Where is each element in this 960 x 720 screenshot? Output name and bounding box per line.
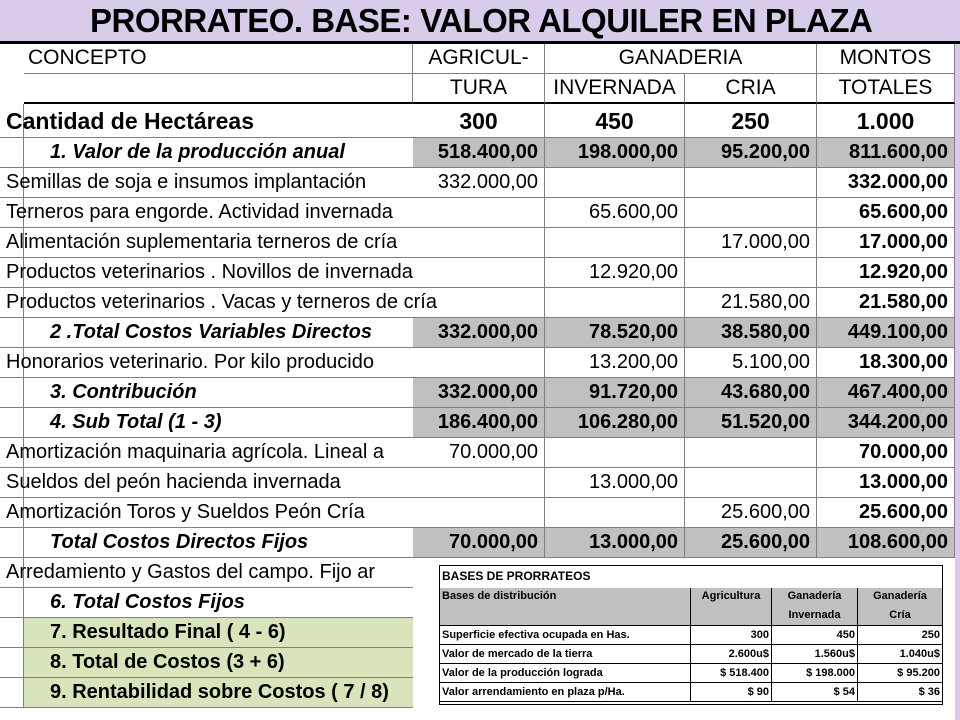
cell-cria[interactable]: [685, 468, 817, 498]
bases-cell-label[interactable]: Valor de mercado de la tierra: [440, 645, 691, 664]
row-label[interactable]: Cantidad de Hectáreas: [0, 104, 413, 138]
cell-inv[interactable]: 13.000,00: [545, 528, 685, 558]
cell-inv[interactable]: 65.600,00: [545, 198, 685, 228]
cell-cria[interactable]: 51.520,00: [685, 408, 817, 438]
row-label[interactable]: 3. Contribución: [24, 378, 413, 408]
row-header[interactable]: [0, 588, 24, 618]
bases-cell-cria[interactable]: 250: [858, 626, 942, 645]
header-agricultura-2[interactable]: TURA: [413, 74, 545, 104]
header-concepto-blank[interactable]: [24, 74, 413, 104]
bases-col-cria[interactable]: [858, 588, 942, 626]
row-label[interactable]: Amortización maquinaria agrícola. Lineal a: [0, 438, 413, 468]
cell-agri[interactable]: 70.000,00: [413, 438, 545, 468]
row-label[interactable]: 7. Resultado Final ( 4 - 6): [24, 618, 413, 648]
header-concepto[interactable]: CONCEPTO: [24, 44, 413, 74]
cell-cria[interactable]: 25.600,00: [685, 528, 817, 558]
cell-total[interactable]: 344.200,00: [817, 408, 955, 438]
bases-cell-agri[interactable]: 300: [691, 626, 772, 645]
row-label[interactable]: Terneros para engorde. Actividad invernada: [0, 198, 413, 228]
cell-cria[interactable]: 95.200,00: [685, 138, 817, 168]
row-label[interactable]: Sueldos del peón hacienda invernada: [0, 468, 413, 498]
cell-total[interactable]: 25.600,00: [817, 498, 955, 528]
bases-col-label[interactable]: Bases de distribución: [440, 588, 691, 626]
row-header[interactable]: [0, 618, 24, 648]
bases-cell-agri[interactable]: $ 518.400: [691, 664, 772, 683]
cell-total[interactable]: 449.100,00: [817, 318, 955, 348]
bases-col-invernada-1: Ganadería: [787, 590, 842, 602]
sheet-right-edge: [955, 44, 960, 720]
cell-cria[interactable]: [685, 198, 817, 228]
cell-agri[interactable]: 332.000,00: [413, 378, 545, 408]
row-label[interactable]: Semillas de soja e insumos implantación: [0, 168, 413, 198]
cell-inv[interactable]: 450: [545, 104, 685, 138]
row-label[interactable]: 4. Sub Total (1 - 3): [24, 408, 413, 438]
row-header[interactable]: [0, 138, 24, 168]
cell-total[interactable]: 21.580,00: [817, 288, 955, 318]
cell-inv[interactable]: [545, 168, 685, 198]
cell-cria[interactable]: [685, 258, 817, 288]
bases-cell-agri[interactable]: 2.600u$: [691, 645, 772, 664]
row-label[interactable]: 8. Total de Costos (3 + 6): [24, 648, 413, 678]
cell-agri[interactable]: 70.000,00: [413, 528, 545, 558]
row-header[interactable]: [0, 378, 24, 408]
cell-cria[interactable]: 38.580,00: [685, 318, 817, 348]
cell-cria[interactable]: 21.580,00: [685, 288, 817, 318]
cell-total[interactable]: 17.000,00: [817, 228, 955, 258]
bases-cell-agri[interactable]: $ 90: [691, 683, 772, 702]
cell-total[interactable]: 811.600,00: [817, 138, 955, 168]
cell-cria[interactable]: 25.600,00: [685, 498, 817, 528]
cell-agri[interactable]: [413, 258, 545, 288]
cell-total[interactable]: 12.920,00: [817, 258, 955, 288]
bases-prorrateo-table: [439, 565, 943, 705]
cell-cria[interactable]: 5.100,00: [685, 348, 817, 378]
row-label[interactable]: Total Costos Directos Fijos: [24, 528, 413, 558]
cell-inv[interactable]: [545, 228, 685, 258]
page-title: PRORRATEO. BASE: VALOR ALQUILER EN PLAZA: [90, 2, 873, 39]
row-header[interactable]: [0, 528, 24, 558]
cell-inv[interactable]: 91.720,00: [545, 378, 685, 408]
row-header[interactable]: [0, 678, 24, 708]
bases-cell-label[interactable]: Superficie efectiva ocupada en Has.: [440, 626, 691, 645]
header-invernada[interactable]: INVERNADA: [545, 74, 685, 104]
header-agricultura-1[interactable]: AGRICUL-: [413, 44, 545, 74]
bases-col-invernada[interactable]: [772, 588, 858, 626]
cell-total[interactable]: 108.600,00: [817, 528, 955, 558]
row-label[interactable]: 6. Total Costos Fijos: [24, 588, 413, 618]
cell-total[interactable]: 18.300,00: [817, 348, 955, 378]
bases-cell-inv[interactable]: $ 198.000: [772, 664, 858, 683]
bases-cell-inv[interactable]: 450: [772, 626, 858, 645]
cell-inv[interactable]: [545, 288, 685, 318]
row-label[interactable]: Honorarios veterinario. Por kilo producido: [0, 348, 413, 378]
row-header[interactable]: [0, 318, 24, 348]
cell-inv[interactable]: [545, 438, 685, 468]
cell-agri[interactable]: [413, 288, 545, 318]
cell-inv[interactable]: 198.000,00: [545, 138, 685, 168]
title-bar: [0, 0, 960, 44]
cell-cria[interactable]: 43.680,00: [685, 378, 817, 408]
cell-agri[interactable]: [413, 198, 545, 228]
row-header[interactable]: [0, 648, 24, 678]
cell-agri[interactable]: 332.000,00: [413, 168, 545, 198]
cell-total[interactable]: 70.000,00: [817, 438, 955, 468]
bases-cell-label[interactable]: Valor de la producción lograda: [440, 664, 691, 683]
bases-cell-label[interactable]: Valor arrendamiento en plaza p/Ha.: [440, 683, 691, 702]
bases-cell-inv[interactable]: 1.560u$: [772, 645, 858, 664]
cell-agri[interactable]: 518.400,00: [413, 138, 545, 168]
cell-total[interactable]: 1.000: [817, 104, 955, 138]
header-ganaderia[interactable]: GANADERIA: [545, 44, 817, 74]
cell-agri[interactable]: [413, 498, 545, 528]
bases-col-cria-1: Ganadería: [873, 590, 927, 602]
row-label[interactable]: Productos veterinarios . Vacas y terneros de cría: [0, 288, 413, 318]
bases-col-agricultura[interactable]: Agricultura: [691, 588, 772, 626]
bases-cell-cria[interactable]: 1.040u$: [858, 645, 942, 664]
bases-cell-cria[interactable]: $ 95.200: [858, 664, 942, 683]
cell-inv[interactable]: 13.000,00: [545, 468, 685, 498]
header-montos-2[interactable]: TOTALES: [817, 74, 955, 104]
row-label[interactable]: 9. Rentabilidad sobre Costos ( 7 / 8): [24, 678, 413, 708]
row-label[interactable]: Amortización Toros y Sueldos Peón Cría: [0, 498, 413, 528]
cell-inv[interactable]: 106.280,00: [545, 408, 685, 438]
row-label[interactable]: Productos veterinarios . Novillos de invernada: [0, 258, 413, 288]
cell-agri[interactable]: 332.000,00: [413, 318, 545, 348]
cell-agri[interactable]: 300: [413, 104, 545, 138]
cell-inv[interactable]: [545, 498, 685, 528]
cell-agri[interactable]: [413, 348, 545, 378]
cell-inv[interactable]: 78.520,00: [545, 318, 685, 348]
cell-total[interactable]: 332.000,00: [817, 168, 955, 198]
row-label[interactable]: Arredamiento y Gastos del campo. Fijo ar: [0, 558, 413, 588]
cell-total[interactable]: 65.600,00: [817, 198, 955, 228]
row-label[interactable]: 2 .Total Costos Variables Directos: [24, 318, 413, 348]
cell-agri[interactable]: [413, 468, 545, 498]
cell-cria[interactable]: 250: [685, 104, 817, 138]
row-header[interactable]: [0, 408, 24, 438]
header-cria[interactable]: CRIA: [685, 74, 817, 104]
cell-inv[interactable]: 13.200,00: [545, 348, 685, 378]
bases-title: BASES DE PRORRATEOS: [442, 569, 591, 583]
row-label[interactable]: 1. Valor de la producción anual: [24, 138, 413, 168]
bases-cell-cria[interactable]: $ 36: [858, 683, 942, 702]
cell-agri[interactable]: 186.400,00: [413, 408, 545, 438]
header-montos-1[interactable]: MONTOS: [817, 44, 955, 74]
cell-cria[interactable]: [685, 438, 817, 468]
bases-col-invernada-2: Invernada: [788, 609, 841, 621]
cell-inv[interactable]: 12.920,00: [545, 258, 685, 288]
cell-cria[interactable]: 17.000,00: [685, 228, 817, 258]
cell-cria[interactable]: [685, 168, 817, 198]
cell-total[interactable]: 467.400,00: [817, 378, 955, 408]
bases-col-cria-2: Cría: [889, 609, 911, 621]
row-label[interactable]: Alimentación suplementaria terneros de cría: [0, 228, 413, 258]
cell-total[interactable]: 13.000,00: [817, 468, 955, 498]
cell-agri[interactable]: [413, 228, 545, 258]
bases-cell-inv[interactable]: $ 54: [772, 683, 858, 702]
